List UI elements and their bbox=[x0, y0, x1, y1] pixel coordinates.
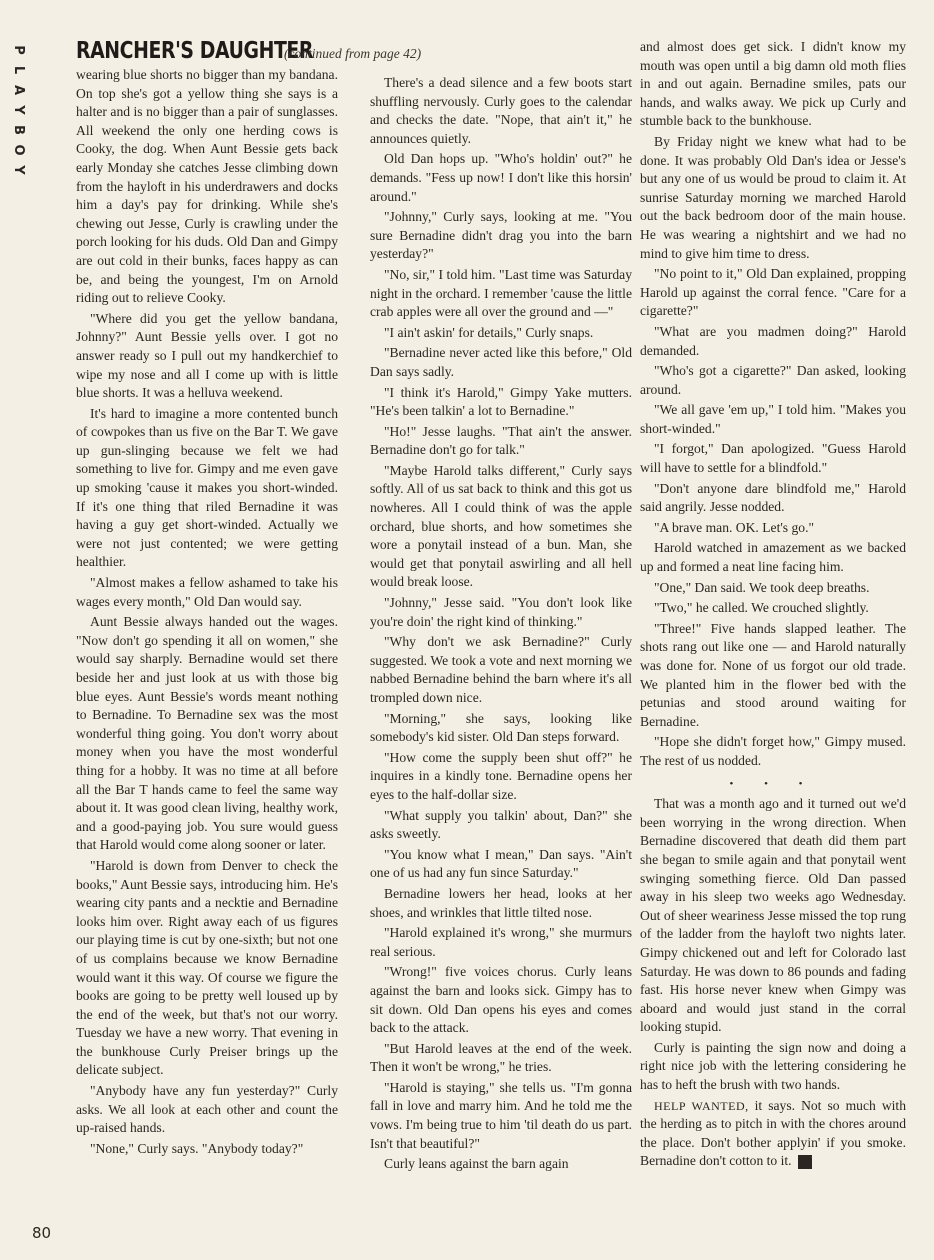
paragraph: "Wrong!" five voices chorus. Curly leans against the barn and looks sick. Gimpy has to sit down. Old Dan opens his eyes and comes back to the attack. bbox=[370, 964, 632, 1036]
paragraph: "No point to it," Old Dan explained, propping Harold up against the corral fence. "Care for a cigarette?" bbox=[640, 266, 906, 319]
paragraph: "Who's got a cigarette?" Dan asked, looking around. bbox=[640, 363, 906, 397]
paragraph: "I forgot," Dan apologized. "Guess Harold will have to settle for a blindfold." bbox=[640, 441, 906, 476]
vertical-letter: A bbox=[11, 84, 26, 96]
text-column-3-part-1 bbox=[640, 38, 906, 771]
paragraph: "Anybody have any fun yesterday?" Curly asks. We all look at each other and count the up-raised hands. bbox=[76, 1083, 338, 1136]
paragraph: By Friday night we knew what had to be done. It was probably Old Dan's idea or Jesse's but any one of us would be proud to claim it. At sunrise Saturday morning we marched Harold out the back bedroom door of the main house. He was wearing a nightshirt and we had no mind to give him time to dress. bbox=[640, 133, 906, 261]
text-column-3 bbox=[640, 38, 906, 1173]
paragraph: "We all gave 'em up," I told him. "Makes you short-winded." bbox=[640, 402, 906, 436]
paragraph: That was a month ago and it turned out we'd been worrying in the wrong direction. When Bernadine discovered that death did them part she began to smile again and that ponytail went swinging something fierce. Old Dan passed away in his sleep two weeks ago Wednesday. Out of sheer weariness Jesse missed the top rung of the ladder from the hayloft two nights later. Gimpy chickened out and left for Colorado last Saturday. He was down to 86 pounds and fading fast. His horse never knew when Gimpy was aboard and would just stand in the corral looking stupid. bbox=[640, 796, 906, 1035]
vertical-letter: P bbox=[11, 45, 26, 55]
vertical-letter: Y bbox=[11, 165, 26, 175]
article-continued-note: (continued from page 42) bbox=[284, 46, 422, 61]
paragraph: "Where did you get the yellow bandana, Johnny?" Aunt Bessie yells over. I got no answer ready so I pull out my handkerchief to wipe my nose and all I come up with is little blue shorts. It was a helluva weekend. bbox=[76, 310, 338, 401]
paragraph: "Ho!" Jesse laughs. "That ain't the answer. Bernadine don't go for talk." bbox=[370, 423, 632, 458]
page-number: 80 bbox=[32, 1224, 52, 1242]
paragraph: "Three!" Five hands slapped leather. The shots rang out like one — and Harold naturally was done for. None of us forgot our old trade. We planted him in the flower bed with the petunias and stood around waiting for Bernadine. bbox=[640, 620, 906, 729]
paragraph: Bernadine lowers her head, looks at her shoes, and wrinkles that little tilted nose. bbox=[370, 885, 632, 920]
paragraph: "Don't anyone dare blindfold me," Harold said angrily. Jesse nodded. bbox=[640, 480, 906, 515]
section-separator: • • • bbox=[729, 777, 817, 790]
paragraph: "Morning," she says, looking like somebody's kid sister. Old Dan steps forward. bbox=[370, 710, 632, 745]
vertical-letter: Y bbox=[11, 105, 26, 115]
paragraph: There's a dead silence and a few boots start shuffling nervously. Curly goes to the calendar and checks the date. "Nope, that ain't it," he announces quietly. bbox=[370, 75, 632, 146]
paragraph: "Johnny," Jesse said. "You don't look like you're doin' the right kind of thinking." bbox=[370, 595, 632, 629]
article-heading bbox=[76, 38, 422, 64]
paragraph: "Two," he called. We crouched slightly. bbox=[654, 600, 869, 616]
final-paragraph bbox=[640, 1097, 906, 1171]
paragraph: It's hard to imagine a more contented bunch of cowpokes than us five on the Bar T. We gave up gun-slinging because we felt we had something to live for. Gimpy and me even gave up smoking 'cause it makes you short-winded. If it's one thing that riled Bernadine it was having a guy get short-winded. Actually we were not just contented; we were getting healthier. bbox=[76, 405, 338, 570]
paragraph: "Almost makes a fellow ashamed to take his wages every month," Old Dan would say. bbox=[76, 575, 338, 609]
help-wanted-sign-text: HELP WANTED, bbox=[654, 1098, 749, 1113]
paragraph: "None," Curly says. "Anybody today?" bbox=[90, 1140, 304, 1156]
paragraph: Old Dan hops up. "Who's holdin' out?" he demands. "Fess up now! I don't like this horsin' around." bbox=[370, 151, 632, 204]
paragraph: wearing blue shorts no bigger than my bandana. On top she's got a yellow thing she says is a halter and is no bigger than a pair of sunglasses. All weekend the only one herding cows is Cooky, the dog. When Aunt Bessie gets back early Monday she catches Jesse climbing down from the hayloft in his underdrawers and docks him a day's pay for drinking. While she's chewing out Jesse, Curly is crawling under the porch looking for his duds. Old Dan and Gimpy are out cold in their bunks, faces happy as can be, and being the youngest, I'm on Arnold riding out to relieve Cooky. bbox=[76, 67, 338, 306]
paragraph: Aunt Bessie always handed out the wages. "Now don't go spending it all on women," she would say sharply. Bernadine would set there beside her and just look at us with those big blue eyes. Aunt Bessie's words meant nothing to Bernadine. To Bernadine sex was the most wonderful thing going. You don't worry about money when you have the most wonderful thing for a hobby. It was no time at all before all the Bar T hands came to feel the same way about it. It was good clean living, healthy work, and a good-paying job. You sure would guess that Harold would come along sooner or later. bbox=[76, 614, 338, 853]
text-column-2 bbox=[370, 74, 632, 1176]
paragraph: "Harold is staying," she tells us. "I'm gonna fall in love and marry him. And he told me the vows. I'm being true to him 'til death do us part. Isn't that beautiful?" bbox=[370, 1079, 632, 1151]
paragraph: "Maybe Harold talks different," Curly says softly. All of us sat back to think and this got us nowheres. All I could think of was the apple orchard, blue shorts, and how sometimes she wore a ponytail instead of a bun. Man, she would get that ponytail aswirling and all hell would break loose. bbox=[370, 462, 632, 590]
paragraph: "Hope she didn't forget how," Gimpy mused. The rest of us nodded. bbox=[640, 734, 906, 768]
magazine-vertical-label bbox=[8, 40, 28, 180]
vertical-letter: L bbox=[11, 65, 26, 75]
paragraph: "I think it's Harold," Gimpy Yake mutters. "He's been talkin' a lot to Bernadine." bbox=[370, 384, 632, 419]
paragraph: "But Harold leaves at the end of the week. Then it won't be wrong," he tries. bbox=[370, 1040, 632, 1075]
text-column-1 bbox=[76, 66, 338, 1160]
paragraph: "What are you madmen doing?" Harold demanded. bbox=[640, 323, 906, 358]
text-column-3-part-2 bbox=[640, 795, 906, 1095]
paragraph: "What supply you talkin' about, Dan?" she asks sweetly. bbox=[370, 807, 632, 842]
paragraph: "Why don't we ask Bernadine?" Curly suggested. We took a vote and next morning we nabbed Bernadine behind the barn where it's all trompled down nice. bbox=[370, 634, 632, 705]
paragraph: Harold watched in amazement as we backed up and formed a neat line facing him. bbox=[640, 540, 906, 575]
paragraph: Curly is painting the sign now and doing a right nice job with the lettering considering he has to heft the brush with two hands. bbox=[640, 1039, 906, 1093]
paragraph: "One," Dan said. We took deep breaths. bbox=[654, 579, 870, 595]
paragraph: "A brave man. OK. Let's go." bbox=[654, 519, 815, 535]
vertical-letter: B bbox=[11, 125, 26, 135]
paragraph: "You know what I mean," Dan says. "Ain't one of us had any fun since Saturday." bbox=[370, 846, 632, 881]
paragraph: "Johnny," Curly says, looking at me. "You sure Bernadine didn't drag you into the barn yesterday?" bbox=[370, 209, 632, 262]
paragraph: and almost does get sick. I didn't know my mouth was open until a big damn old moth flies in and out again. Bernadine smiles, pats our hands, and walks away. We pick up Curly and stumble back to the bunkhouse. bbox=[640, 39, 906, 129]
paragraph: "Bernadine never acted like this before," Old Dan says sadly. bbox=[370, 345, 632, 379]
paragraph: "Harold explained it's wrong," she murmurs real serious. bbox=[370, 925, 632, 959]
paragraph: Curly leans against the barn again bbox=[384, 1156, 569, 1172]
end-mark-icon: Y bbox=[798, 1155, 812, 1169]
paragraph: "I ain't askin' for details," Curly snaps. bbox=[384, 324, 594, 340]
final-paragraph-text: it says. Not so much with the herding as to pitch in with the chores around the place. Don't bother applyin' if you smoke. Bernadine don't cotton to it. bbox=[640, 1097, 906, 1169]
paragraph: "No, sir," I told him. "Last time was Saturday night in the orchard. I remember 'cause the little crab apples were all over the ground and —" bbox=[370, 266, 632, 320]
article-title: RANCHER'S DAUGHTER bbox=[76, 38, 314, 64]
paragraph: "Harold is down from Denver to check the books," Aunt Bessie says, introducing him. He's wearing city pants and a necktie and Bernadine looks him over. Right away each of us figures our playing time is cut by one-sixth; but not one of us complains because we know Bernadine would want it this way. Of course we figure the books are going to be pretty well loused up by the end of the week, but that's not our worry. Tuesday we have a new worry. That evening in the bunkhouse Curly Preiser brings up the delicate subject. bbox=[76, 857, 338, 1078]
paragraph: "How come the supply been shut off?" he inquires in a kindly tone. Bernadine opens her eyes to the half-dollar size. bbox=[370, 749, 632, 802]
vertical-letter: O bbox=[11, 144, 26, 156]
